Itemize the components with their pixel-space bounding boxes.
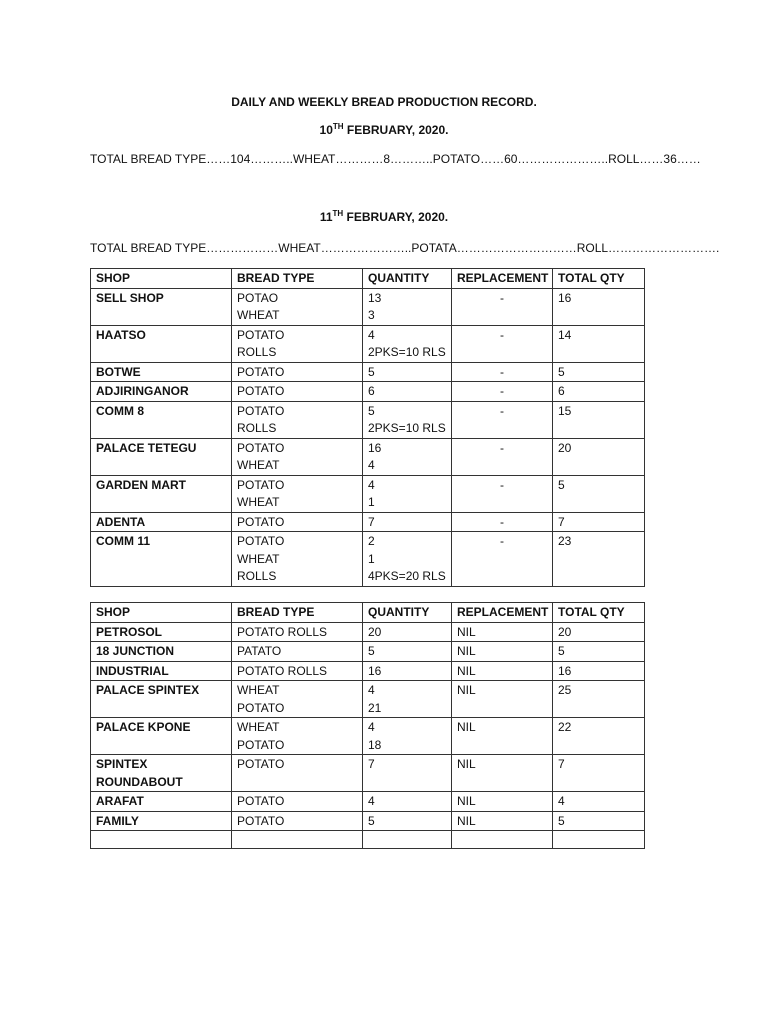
date-day: 11: [319, 210, 333, 224]
date-day: 10: [319, 123, 333, 137]
quantity-cell: [363, 681, 452, 718]
total-qty: 25: [553, 681, 645, 718]
quantity-cell: [363, 382, 452, 402]
bread-type: WHEAT: [237, 308, 280, 322]
quantity: 6: [368, 384, 375, 398]
replacement: -: [452, 362, 553, 382]
shop-name: 18 JUNCTION: [91, 642, 232, 662]
header-bread-type: BREAD TYPE: [232, 603, 363, 623]
header-shop: SHOP: [91, 603, 232, 623]
shop-name: INDUSTRIAL: [91, 661, 232, 681]
shop-name: PALACE TETEGU: [91, 438, 232, 475]
total-qty: 6: [553, 382, 645, 402]
table-row: [91, 642, 645, 662]
total-qty: 5: [553, 475, 645, 512]
empty-cell: [363, 831, 452, 849]
header-quantity: QUANTITY: [363, 269, 452, 289]
date-rest: FEBRUARY, 2020.: [343, 123, 449, 137]
bread-type: POTATO: [237, 477, 285, 492]
shop-name: PALACE SPINTEX: [91, 681, 232, 718]
replacement: NIL: [452, 811, 553, 831]
quantity-cell: [363, 718, 452, 755]
table-row: [91, 661, 645, 681]
quantity: 16: [368, 440, 382, 455]
quantity: 16: [368, 663, 382, 678]
bread-type: POTATO: [237, 700, 285, 715]
document-title: DAILY AND WEEKLY BREAD PRODUCTION RECORD.: [231, 95, 537, 109]
bread-type-cell: [232, 642, 363, 662]
quantity-cell: [363, 755, 452, 792]
bread-type: WHEAT: [237, 551, 280, 566]
table-row: [91, 532, 645, 587]
shop-name: SPINTEX ROUNDABOUT: [91, 755, 232, 792]
bread-type-cell: [232, 718, 363, 755]
bread-type-cell: [232, 622, 363, 642]
quantity: 7: [368, 757, 375, 771]
production-table-2: [90, 602, 645, 849]
quantity: 5: [368, 813, 375, 828]
bread-type: POTATO: [237, 737, 285, 752]
total-qty: 23: [553, 532, 645, 587]
header-replacement: REPLACEMENT: [452, 269, 553, 289]
quantity: 4: [368, 458, 375, 472]
replacement: -: [452, 512, 553, 532]
bread-type: ROLLS: [237, 345, 277, 359]
date-suffix: TH: [332, 122, 344, 131]
total-qty: 5: [553, 362, 645, 382]
quantity: 2PKS=10 RLS: [368, 421, 446, 435]
bread-type-cell: [232, 475, 363, 512]
bread-type-cell: [232, 288, 363, 325]
quantity: 5: [368, 364, 375, 379]
quantity-cell: [363, 532, 452, 587]
bread-type-cell: [232, 382, 363, 402]
table-row: [91, 382, 645, 402]
replacement: NIL: [452, 718, 553, 755]
quantity: 4: [368, 683, 375, 697]
bread-type: POTATO: [237, 534, 285, 548]
empty-row: [91, 831, 645, 849]
shop-name: PETROSOL: [91, 622, 232, 642]
quantity-cell: [363, 792, 452, 812]
quantity: 4: [368, 327, 375, 342]
table-row: [91, 288, 645, 325]
replacement: -: [452, 532, 553, 587]
quantity-cell: [363, 512, 452, 532]
quantity-cell: [363, 622, 452, 642]
quantity: 4: [368, 720, 375, 734]
quantity: 18: [368, 737, 382, 752]
shop-name: ADENTA: [91, 512, 232, 532]
bread-type: ROLLS: [237, 421, 277, 435]
total-qty: 7: [553, 755, 645, 792]
header-replacement: REPLACEMENT: [452, 603, 553, 623]
bread-type-cell: [232, 401, 363, 438]
replacement: NIL: [452, 622, 553, 642]
total-qty: 20: [553, 438, 645, 475]
quantity-cell: [363, 362, 452, 382]
shop-name: ARAFAT: [91, 792, 232, 812]
table-row: [91, 438, 645, 475]
bread-type-cell: [232, 755, 363, 792]
bread-type: WHEAT: [237, 458, 280, 472]
quantity: 4: [368, 477, 375, 492]
table-row: [91, 622, 645, 642]
empty-cell: [232, 831, 363, 849]
quantity-cell: [363, 438, 452, 475]
table-row: [91, 718, 645, 755]
shop-name: PALACE KPONE: [91, 718, 232, 755]
bread-type: ROLLS: [237, 569, 277, 583]
table-header-row: [91, 269, 645, 289]
total-qty: 22: [553, 718, 645, 755]
shop-name: GARDEN MART: [91, 475, 232, 512]
table-row: [91, 681, 645, 718]
quantity: 4PKS=20 RLS: [368, 569, 446, 583]
shop-name: BOTWE: [91, 362, 232, 382]
replacement: -: [452, 325, 553, 362]
date-rest: FEBRUARY, 2020.: [343, 210, 449, 224]
header-shop: SHOP: [91, 269, 232, 289]
quantity: 21: [368, 700, 382, 715]
total-qty: 14: [553, 325, 645, 362]
quantity: 1: [368, 495, 375, 509]
replacement: NIL: [452, 681, 553, 718]
quantity-cell: [363, 288, 452, 325]
total-qty: 5: [553, 811, 645, 831]
bread-type-cell: [232, 661, 363, 681]
bread-type: POTATO ROLLS: [237, 663, 328, 678]
replacement: -: [452, 382, 553, 402]
replacement: -: [452, 475, 553, 512]
bread-type: POTATO: [237, 514, 285, 529]
replacement: NIL: [452, 642, 553, 662]
quantity: 2PKS=10 RLS: [368, 345, 446, 359]
quantity-cell: [363, 642, 452, 662]
bread-type-cell: [232, 512, 363, 532]
header-quantity: QUANTITY: [363, 603, 452, 623]
bread-type: WHEAT: [237, 720, 280, 734]
bread-type: POTATO: [237, 403, 285, 418]
replacement: -: [452, 288, 553, 325]
table-row: [91, 362, 645, 382]
total-qty: 7: [553, 512, 645, 532]
bread-type: POTATO: [237, 327, 285, 342]
header-total-qty: TOTAL QTY: [553, 603, 645, 623]
empty-cell: [91, 831, 232, 849]
bread-type-cell: [232, 532, 363, 587]
date-heading-11-feb: [0, 210, 768, 224]
bread-type-cell: [232, 811, 363, 831]
bread-type: POTATO: [237, 384, 285, 398]
replacement: NIL: [452, 792, 553, 812]
bread-type: WHEAT: [237, 683, 280, 697]
quantity-cell: [363, 325, 452, 362]
bread-type-cell: [232, 681, 363, 718]
shop-name: FAMILY: [91, 811, 232, 831]
total-qty: 16: [553, 288, 645, 325]
bread-type: WHEAT: [237, 495, 280, 509]
shop-name: COMM 8: [91, 401, 232, 438]
date-suffix: TH: [332, 209, 344, 218]
production-table-1: [90, 268, 645, 587]
bread-type: POTATO: [237, 440, 285, 455]
bread-type: POTATO: [237, 364, 285, 379]
total-qty: 16: [553, 661, 645, 681]
table-row: [91, 811, 645, 831]
bread-type: POTAO: [237, 290, 279, 305]
quantity-cell: [363, 475, 452, 512]
quantity-cell: [363, 661, 452, 681]
quantity-cell: [363, 401, 452, 438]
total-qty: 5: [553, 642, 645, 662]
header-bread-type: BREAD TYPE: [232, 269, 363, 289]
header-total-qty: TOTAL QTY: [553, 269, 645, 289]
shop-name: SELL SHOP: [91, 288, 232, 325]
table-row: [91, 792, 645, 812]
shop-name: COMM 11: [91, 532, 232, 587]
bread-type: POTATO ROLLS: [237, 624, 328, 639]
bread-type-cell: [232, 362, 363, 382]
quantity: 4: [368, 794, 375, 808]
date-heading-10-feb: [0, 123, 768, 137]
empty-cell: [553, 831, 645, 849]
replacement: NIL: [452, 661, 553, 681]
empty-cell: [452, 831, 553, 849]
shop-name: HAATSO: [91, 325, 232, 362]
quantity: 2: [368, 534, 375, 548]
quantity: 1: [368, 551, 375, 566]
totals-line-10-feb: TOTAL BREAD TYPE……104………..WHEAT…………8………..POTATO……60…………………..ROLL……36……: [90, 152, 701, 166]
quantity: 13: [368, 290, 382, 305]
quantity: 5: [368, 403, 375, 418]
replacement: -: [452, 401, 553, 438]
bread-type: POTATO: [237, 794, 285, 808]
shop-name: ADJIRINGANOR: [91, 382, 232, 402]
totals-line-11-feb: TOTAL BREAD TYPE………………WHEAT…………………..POTATA…………………………ROLL……………………….: [90, 241, 720, 255]
bread-type-cell: [232, 438, 363, 475]
quantity-cell: [363, 811, 452, 831]
quantity: 5: [368, 644, 375, 658]
table-row: [91, 401, 645, 438]
bread-type: POTATO: [237, 757, 285, 771]
bread-type-cell: [232, 792, 363, 812]
replacement: NIL: [452, 755, 553, 792]
total-qty: 15: [553, 401, 645, 438]
total-qty: 20: [553, 622, 645, 642]
bread-type: POTATO: [237, 813, 285, 828]
table-row: [91, 755, 645, 792]
table-row: [91, 475, 645, 512]
quantity: 20: [368, 624, 382, 639]
bread-type-cell: [232, 325, 363, 362]
bread-type: PATATO: [237, 644, 282, 658]
quantity: 7: [368, 514, 375, 529]
total-qty: 4: [553, 792, 645, 812]
table-row: [91, 512, 645, 532]
table-row: [91, 325, 645, 362]
quantity: 3: [368, 308, 375, 322]
table-header-row: [91, 603, 645, 623]
replacement: -: [452, 438, 553, 475]
